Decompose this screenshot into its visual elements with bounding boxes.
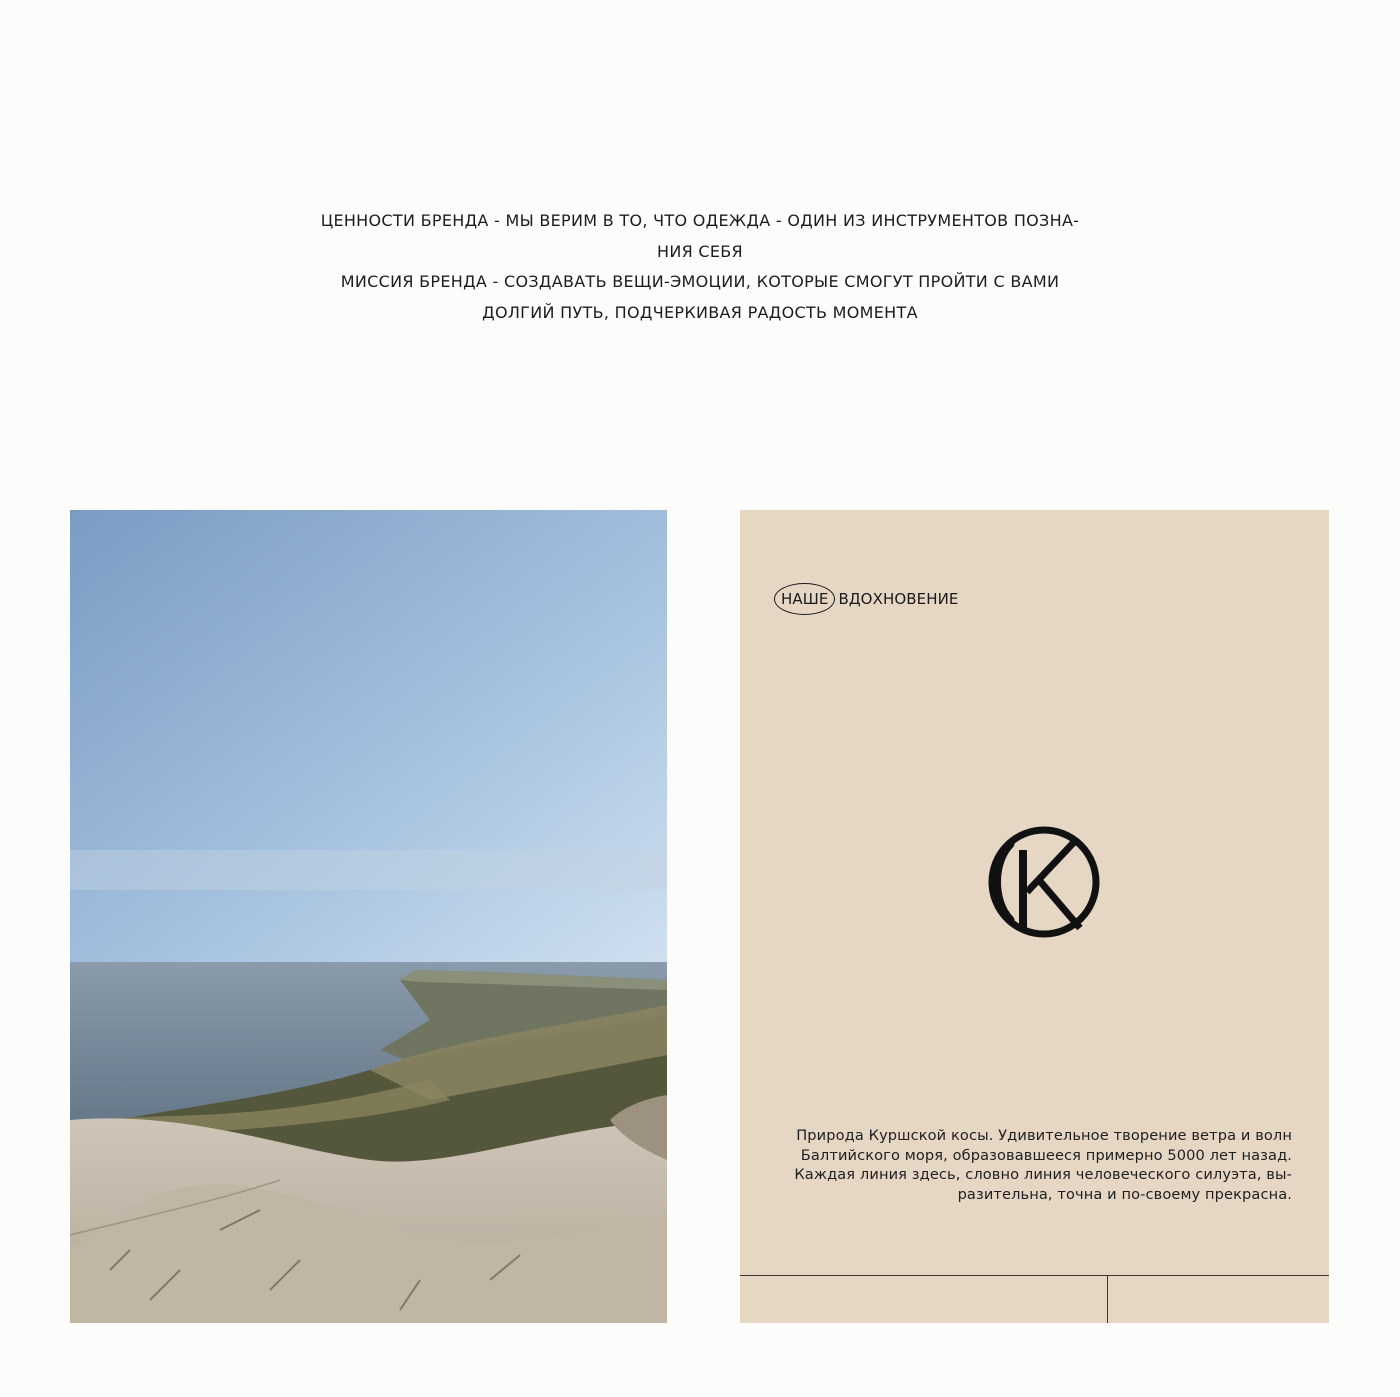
- description-line: Балтийского моря, образовавшееся примерно 5000 лет назад.: [800, 1146, 1292, 1164]
- description-line: Природа Куршской косы. Удивительное творение ветра и волн: [796, 1127, 1292, 1144]
- description-line: Каждая линия здесь, словно линия человеческого силуэта, вы-: [794, 1166, 1292, 1183]
- intro-text: [0, 206, 1400, 328]
- description-line: разительна, точна и по-своему прекрасна.: [957, 1185, 1292, 1203]
- dune-sea-photo: [70, 510, 667, 1323]
- k-monogram-icon: [984, 822, 1104, 942]
- heading-pill: НАШЕ: [774, 583, 835, 615]
- card-heading: [774, 583, 959, 615]
- bottom-divider: [740, 1275, 1329, 1276]
- card-description: [752, 1126, 1292, 1204]
- intro-line: ДОЛГИЙ ПУТЬ, ПОДЧЕРКИВАЯ РАДОСТЬ МОМЕНТА: [482, 302, 918, 322]
- heading-text: ВДОХНОВЕНИЕ: [838, 590, 959, 608]
- intro-line: ЦЕННОСТИ БРЕНДА - МЫ ВЕРИМ В ТО, ЧТО ОДЕЖДА - ОДИН ИЗ ИНСТРУМЕНТОВ ПОЗНА-: [320, 211, 1080, 230]
- inspiration-card: [740, 510, 1329, 1323]
- intro-line: НИЯ СЕБЯ: [657, 241, 743, 261]
- intro-line: МИССИЯ БРЕНДА - СОЗДАВАТЬ ВЕЩИ-ЭМОЦИИ, КОТОРЫЕ СМОГУТ ПРОЙТИ С ВАМИ: [340, 272, 1060, 291]
- vertical-divider: [1107, 1275, 1108, 1323]
